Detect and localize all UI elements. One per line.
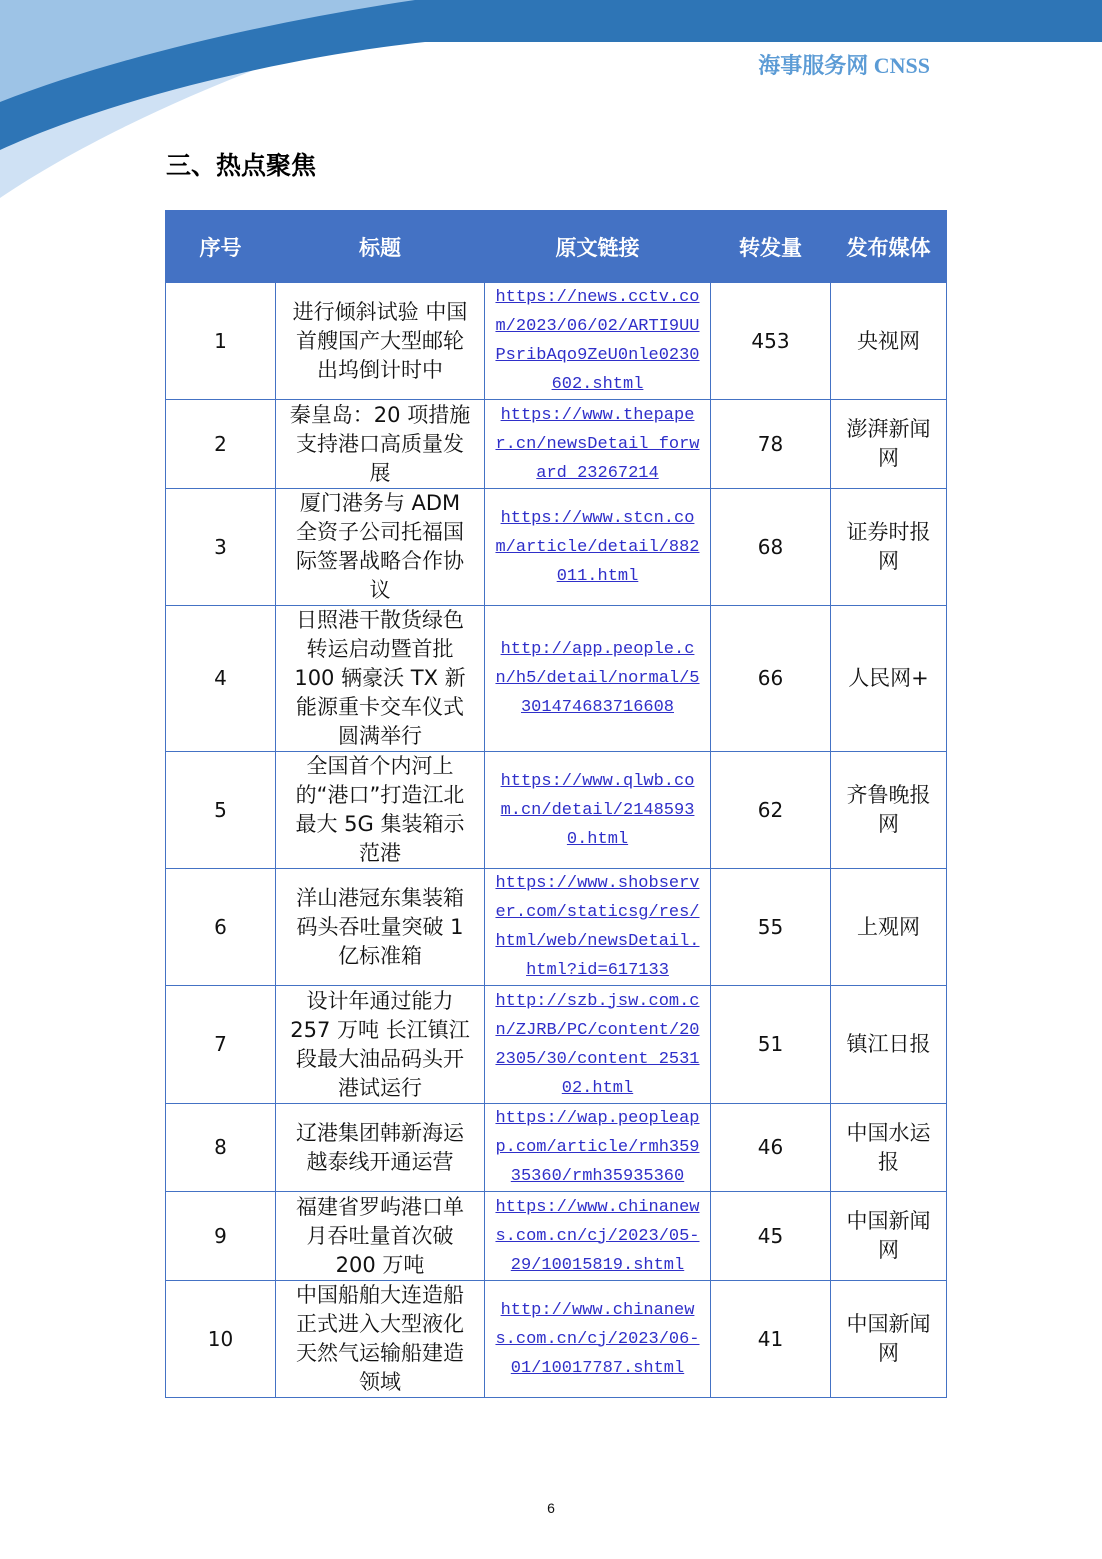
article-link[interactable]: https://www.thepaper.cn/newsDetail_forward_23267214 (495, 405, 700, 483)
row-number-cell: 5 (166, 752, 276, 869)
page-number: 6 (547, 1500, 555, 1516)
article-link[interactable]: https://www.qlwb.com.cn/detail/21485930.html (500, 771, 695, 849)
brand-title: 海事服务网 CNSS (758, 53, 930, 78)
table-row (166, 752, 947, 869)
media-cell: 中国水运报 (831, 1104, 947, 1192)
table-row (166, 489, 947, 606)
media-cell: 央视网 (831, 283, 947, 400)
row-number-cell: 3 (166, 489, 276, 606)
table-row (166, 1192, 947, 1281)
repost-count-cell: 68 (711, 489, 831, 606)
table-row (166, 283, 947, 400)
row-number-cell: 9 (166, 1192, 276, 1281)
repost-count-cell: 46 (711, 1104, 831, 1192)
link-cell[interactable] (485, 489, 711, 606)
repost-count-cell: 66 (711, 606, 831, 752)
column-header-title: 标题 (276, 211, 485, 283)
repost-count-cell: 453 (711, 283, 831, 400)
row-number-cell: 1 (166, 283, 276, 400)
table-row (166, 606, 947, 752)
repost-count-cell: 78 (711, 400, 831, 489)
link-cell[interactable] (485, 869, 711, 986)
row-number-cell: 10 (166, 1281, 276, 1398)
article-link[interactable]: http://app.people.cn/h5/detail/normal/5301474683716608 (495, 640, 700, 717)
table-header-row (166, 211, 947, 283)
media-cell: 澎湃新闻网 (831, 400, 947, 489)
article-link[interactable]: http://szb.jsw.com.cn/ZJRB/PC/content/202305/30/content_253102.html (495, 991, 700, 1098)
link-cell[interactable] (485, 986, 711, 1104)
article-link[interactable]: https://www.chinanews.com.cn/cj/2023/05-29/10015819.shtml (495, 1197, 700, 1275)
link-cell[interactable] (485, 1192, 711, 1281)
link-cell[interactable] (485, 752, 711, 869)
repost-count-cell: 41 (711, 1281, 831, 1398)
title-cell: 秦皇岛：20 项措施支持港口高质量发展 (276, 400, 485, 489)
table-row (166, 869, 947, 986)
title-cell: 厦门港务与 ADM 全资子公司托福国际签署战略合作协议 (276, 489, 485, 606)
row-number-cell: 4 (166, 606, 276, 752)
column-header-number: 序号 (166, 211, 276, 283)
repost-count-cell: 62 (711, 752, 831, 869)
row-number-cell: 2 (166, 400, 276, 489)
table-row (166, 1281, 947, 1398)
row-number-cell: 7 (166, 986, 276, 1104)
article-link[interactable]: http://www.chinanews.com.cn/cj/2023/06-01/10017787.shtml (495, 1300, 700, 1378)
title-cell: 日照港干散货绿色转运启动暨首批 100 辆豪沃 TX 新能源重卡交车仪式圆满举行 (276, 606, 485, 752)
title-cell: 福建省罗屿港口单月吞吐量首次破 200 万吨 (276, 1192, 485, 1281)
column-header-media: 发布媒体 (831, 211, 947, 283)
article-link[interactable]: https://www.shobserver.com/staticsg/res/html/web/newsDetail.html?id=617133 (495, 874, 700, 980)
media-cell: 证券时报网 (831, 489, 947, 606)
title-cell: 中国船舶大连造船正式进入大型液化天然气运输船建造领域 (276, 1281, 485, 1398)
media-cell: 上观网 (831, 869, 947, 986)
repost-count-cell: 45 (711, 1192, 831, 1281)
media-cell: 中国新闻网 (831, 1281, 947, 1398)
table-body (166, 283, 947, 1398)
link-cell[interactable] (485, 283, 711, 400)
table-row (166, 1104, 947, 1192)
link-cell[interactable] (485, 606, 711, 752)
repost-count-cell: 55 (711, 869, 831, 986)
table-row (166, 400, 947, 489)
title-cell: 全国首个内河上的“港口”打造江北最大 5G 集装箱示范港 (276, 752, 485, 869)
media-cell: 齐鲁晚报网 (831, 752, 947, 869)
row-number-cell: 6 (166, 869, 276, 986)
link-cell[interactable] (485, 1281, 711, 1398)
title-cell: 辽港集团韩新海运越泰线开通运营 (276, 1104, 485, 1192)
column-header-link: 原文链接 (485, 211, 711, 283)
link-cell[interactable] (485, 1104, 711, 1192)
link-cell[interactable] (485, 400, 711, 489)
column-header-reposts: 转发量 (711, 211, 831, 283)
section-title: 三、热点聚焦 (166, 151, 317, 180)
title-cell: 进行倾斜试验 中国首艘国产大型邮轮出坞倒计时中 (276, 283, 485, 400)
article-link[interactable]: https://www.stcn.com/article/detail/882011.html (495, 508, 700, 586)
row-number-cell: 8 (166, 1104, 276, 1192)
media-cell: 镇江日报 (831, 986, 947, 1104)
repost-count-cell: 51 (711, 986, 831, 1104)
title-cell: 设计年通过能力 257 万吨 长江镇江段最大油品码头开港试运行 (276, 986, 485, 1104)
media-cell: 人民网+ (831, 606, 947, 752)
title-cell: 洋山港冠东集装箱码头吞吐量突破 1 亿标准箱 (276, 869, 485, 986)
table-header (166, 211, 947, 283)
media-cell: 中国新闻网 (831, 1192, 947, 1281)
table-row (166, 986, 947, 1104)
article-link[interactable]: https://wap.peopleapp.com/article/rmh35935360/rmh35935360 (495, 1109, 700, 1186)
article-link[interactable]: https://news.cctv.com/2023/06/02/ARTI9UUPsribAqo9ZeU0nle0230602.shtml (495, 288, 700, 394)
hot-topics-table (165, 210, 947, 1398)
